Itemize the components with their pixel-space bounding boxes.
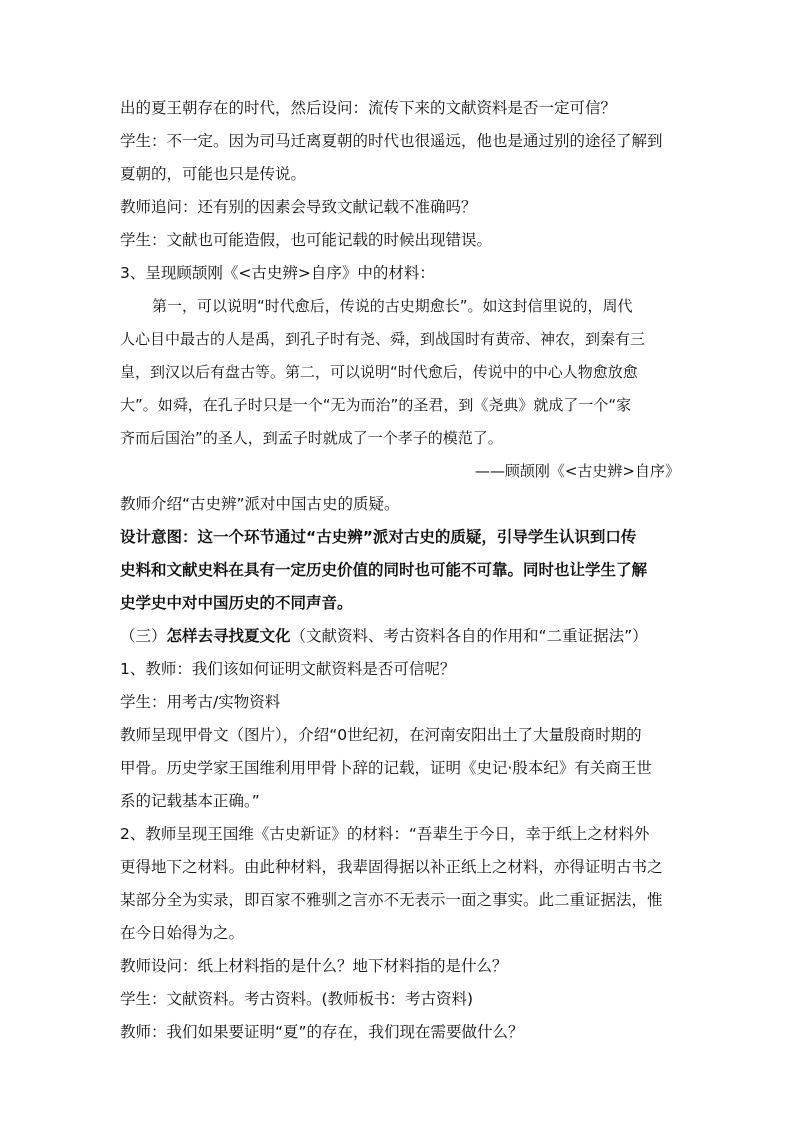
quote-source: ——顾颉刚《<古史辨>自序》 — [474, 462, 680, 480]
text-line: 系的记载基本正确。” — [120, 792, 260, 810]
section-number: （三） — [120, 627, 167, 645]
text-line: 2、教师呈现王国维《古史新证》的材料：“吾辈生于今日，幸于纸上之材料外 — [120, 825, 650, 843]
design-intent-line: 史料和文献史料在具有一定历史价值的同时也可能不可靠。同时也让学生了解 — [120, 561, 648, 579]
text-line: 教师呈现甲骨文（图片），介绍“0世纪初，在河南安阳出土了大量殷商时期的 — [120, 726, 642, 744]
text-line: 3、呈现顾颉刚《<古史辨>自序》中的材料： — [120, 264, 435, 282]
quote-line: 人心目中最古的人是禹，到孔子时有尧、舜，到战国时有黄帝、神农，到秦有三 — [120, 330, 646, 348]
quote-line: 皇，到汉以后有盘古等。第二，可以说明“时代愈后，传说中的中心人物愈放愈 — [120, 363, 638, 381]
text-line: 某部分全为实录，即百家不雅驯之言亦不无表示一面之事实。此二重证据法，惟 — [120, 891, 663, 909]
section-heading — [120, 626, 680, 647]
text-line: 教师追问：还有别的因素会导致文献记载不准确吗？ — [120, 198, 477, 216]
text-line: 教师设问：纸上材料指的是什么？地下材料指的是什么？ — [120, 957, 508, 975]
text-line: 出的夏王朝存在的时代，然后设问：流传下来的文献资料是否一定可信？ — [120, 99, 617, 117]
text-line: 在今日始得为之。 — [120, 924, 245, 942]
text-line: 1、教师：我们该如何证明文献资料是否可信呢？ — [120, 660, 456, 678]
text-line: 教师：我们如果要证明“夏”的存在，我们现在需要做什么？ — [120, 1023, 524, 1041]
text-line: 夏朝的，可能也只是传说。 — [120, 165, 307, 183]
text-line: 学生：文献也可能造假，也可能记载的时候出现错误。 — [120, 231, 493, 249]
text-line: 更得地下之材料。由此种材料，我辈固得据以补正纸上之材料，亦得证明古书之 — [120, 858, 663, 876]
quote-line: 第一，可以说明“时代愈后，传说的古史期愈长”。如这封信里说的，周代 — [152, 297, 633, 315]
design-intent-line: 史学史中对中国历史的不同声音。 — [120, 594, 353, 612]
text-line: 甲骨。历史学家王国维利用甲骨卜辞的记载，证明《史记·殷本纪》有关商王世 — [120, 759, 652, 777]
design-intent-line: 设计意图：这一个环节通过“古史辨”派对古史的质疑，引导学生认识到口传 — [120, 528, 637, 546]
document-page — [120, 98, 680, 1043]
quote-line: 大”。如舜，在孔子时只是一个“无为而治”的圣君，到《尧典》就成了一个“家 — [120, 396, 632, 414]
text-line: 学生：文献资料。考古资料。(教师板书：考古资料) — [120, 990, 474, 1008]
text-line: 学生：不一定。因为司马迁离夏朝的时代也很遥远，他也是通过别的途径了解到 — [120, 132, 663, 150]
quote-line: 齐而后国治”的圣人，到孟子时就成了一个孝子的模范了。 — [120, 429, 503, 447]
section-title: 怎样去寻找夏文化 — [166, 627, 291, 645]
section-note: （文献资料、考古资料各自的作用和“二重证据法”） — [290, 627, 648, 645]
text-line: 教师介绍“古史辨”派对中国古史的质疑。 — [120, 495, 400, 513]
quoted-material — [120, 296, 680, 482]
text-line: 学生：用考古/实物资料 — [120, 693, 281, 711]
